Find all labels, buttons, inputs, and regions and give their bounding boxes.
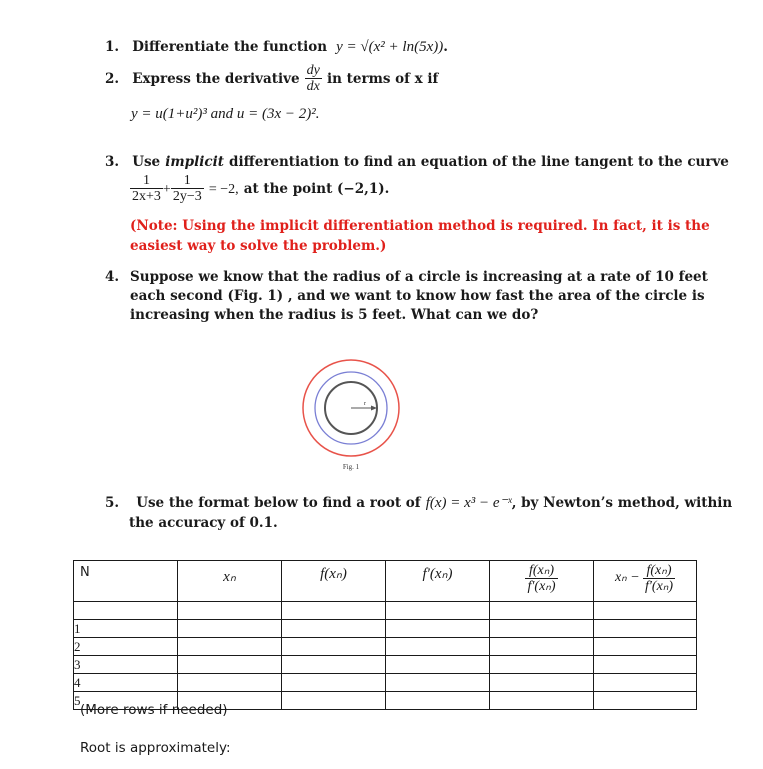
table-cell[interactable] xyxy=(178,602,282,620)
header-fpxn xyxy=(386,561,490,602)
newton-table xyxy=(73,560,697,710)
table-cell[interactable] xyxy=(594,656,697,674)
q2-frac-num: dy xyxy=(306,63,320,78)
header-n-label: N xyxy=(80,565,90,580)
radius-label: r xyxy=(364,401,366,407)
ratio-den: f′(xₙ) xyxy=(527,579,556,594)
q5-text-b: , by Newton’s method, within xyxy=(511,495,733,511)
q3-fraction-1 xyxy=(130,173,163,204)
table-cell[interactable] xyxy=(594,620,697,638)
q5-number: 5. xyxy=(105,495,120,511)
q3-note-line-2: easiest way to solve the problem.) xyxy=(130,238,387,254)
row-number xyxy=(74,602,178,620)
q3-note-line-1: (Note: Using the implicit differentiation method is required. In fact, it is the xyxy=(130,218,710,234)
table-cell[interactable] xyxy=(594,602,697,620)
question-3 xyxy=(105,151,729,170)
q3-f2-num: 1 xyxy=(183,173,191,188)
table-cell[interactable] xyxy=(594,674,697,692)
table-cell[interactable] xyxy=(594,638,697,656)
table-cell[interactable] xyxy=(282,638,386,656)
q5-text-a: Use the format below to find a root of xyxy=(136,495,421,511)
root-answer-label: Root is approximately: xyxy=(80,740,231,756)
q3-fraction-2 xyxy=(171,173,204,204)
table-cell[interactable] xyxy=(386,602,490,620)
row-number: 1 xyxy=(74,620,178,638)
q3-text-a: Use xyxy=(132,154,161,170)
table-cell[interactable] xyxy=(282,620,386,638)
q1-number: 1. xyxy=(105,39,120,55)
header-ratio-fraction xyxy=(525,563,557,594)
table-cell[interactable] xyxy=(282,692,386,710)
question-1 xyxy=(105,36,448,56)
q3-number: 3. xyxy=(105,154,120,170)
header-next xyxy=(594,561,697,602)
q3-curve-equation xyxy=(130,173,389,204)
q1-formula: y = √(x² + ln(5x)) xyxy=(336,39,444,55)
q4-line-2: each second (Fig. 1) , and we want to know how fast the area of the circle is xyxy=(130,288,705,304)
table-cell[interactable] xyxy=(490,602,594,620)
q3-f1-den: 2x+3 xyxy=(132,189,161,204)
table-cell[interactable] xyxy=(386,638,490,656)
q3-equals: = −2, xyxy=(208,182,239,197)
table-cell[interactable] xyxy=(594,692,697,710)
table-cell[interactable] xyxy=(386,674,490,692)
more-rows-note: (More rows if needed) xyxy=(80,702,228,718)
q1-end: . xyxy=(443,39,448,55)
header-xn-label: xₙ xyxy=(223,569,236,585)
table-header-row xyxy=(74,561,697,602)
header-next-fraction xyxy=(643,563,675,594)
next-num: f(xₙ) xyxy=(646,563,672,578)
q3-point: at the point (−2,1). xyxy=(243,181,390,197)
q5-line-2: the accuracy of 0.1. xyxy=(129,515,278,531)
table-cell[interactable] xyxy=(282,602,386,620)
table-row xyxy=(74,656,697,674)
row-number: 5 xyxy=(74,692,178,710)
table-cell[interactable] xyxy=(178,674,282,692)
q5-formula: f(x) = x³ − e⁻ˣ xyxy=(425,495,512,511)
table-row xyxy=(74,674,697,692)
q2-number: 2. xyxy=(105,71,120,87)
table-cell[interactable] xyxy=(386,656,490,674)
ratio-num: f(xₙ) xyxy=(528,563,554,578)
header-fxn xyxy=(282,561,386,602)
next-prefix: xₙ − xyxy=(614,570,640,585)
table-cell[interactable] xyxy=(490,692,594,710)
q1-text: Differentiate the function xyxy=(132,39,328,55)
header-xn xyxy=(178,561,282,602)
table-row xyxy=(74,638,697,656)
q2-dydx-fraction xyxy=(305,63,322,94)
table-cell[interactable] xyxy=(490,656,594,674)
circle-figure xyxy=(300,357,406,471)
row-number: 3 xyxy=(74,656,178,674)
q2-equations: y = u(1+u²)³ and u = (3x − 2)². xyxy=(131,106,320,122)
header-n xyxy=(74,561,178,602)
table-cell[interactable] xyxy=(282,674,386,692)
table-row xyxy=(74,620,697,638)
q4-number: 4. xyxy=(105,269,120,285)
q3-plus: + xyxy=(162,182,171,197)
question-5 xyxy=(105,492,732,512)
q4-line-3: increasing when the radius is 5 feet. What can we do? xyxy=(130,307,539,323)
header-fxn-label: f(xₙ) xyxy=(320,566,347,582)
q3-f1-num: 1 xyxy=(142,173,150,188)
q3-f2-den: 2y−3 xyxy=(172,189,202,204)
table-cell[interactable] xyxy=(178,620,282,638)
table-row xyxy=(74,602,697,620)
header-fpxn-label: f′(xₙ) xyxy=(422,566,453,582)
row-number: 4 xyxy=(74,674,178,692)
q2-text-a: Express the derivative xyxy=(132,71,300,87)
table-cell[interactable] xyxy=(282,656,386,674)
table-cell[interactable] xyxy=(386,692,490,710)
q4-line-1: Suppose we know that the radius of a circle is increasing at a rate of 10 feet xyxy=(130,269,708,285)
table-cell[interactable] xyxy=(178,638,282,656)
next-den: f′(xₙ) xyxy=(644,579,674,594)
row-number: 2 xyxy=(74,638,178,656)
table-cell[interactable] xyxy=(178,656,282,674)
q3-text-b: differentiation to find an equation of the line tangent to the curve xyxy=(229,154,729,170)
q3-text-em: implicit xyxy=(165,154,224,170)
figure-caption: Fig. 1 xyxy=(342,463,360,471)
header-ratio xyxy=(490,561,594,602)
table-cell[interactable] xyxy=(490,674,594,692)
table-cell[interactable] xyxy=(386,620,490,638)
table-cell[interactable] xyxy=(490,620,594,638)
table-cell[interactable] xyxy=(490,638,594,656)
q2-text-b: in terms of x if xyxy=(326,71,439,87)
q2-frac-den: dx xyxy=(306,79,320,94)
question-2 xyxy=(105,63,438,94)
